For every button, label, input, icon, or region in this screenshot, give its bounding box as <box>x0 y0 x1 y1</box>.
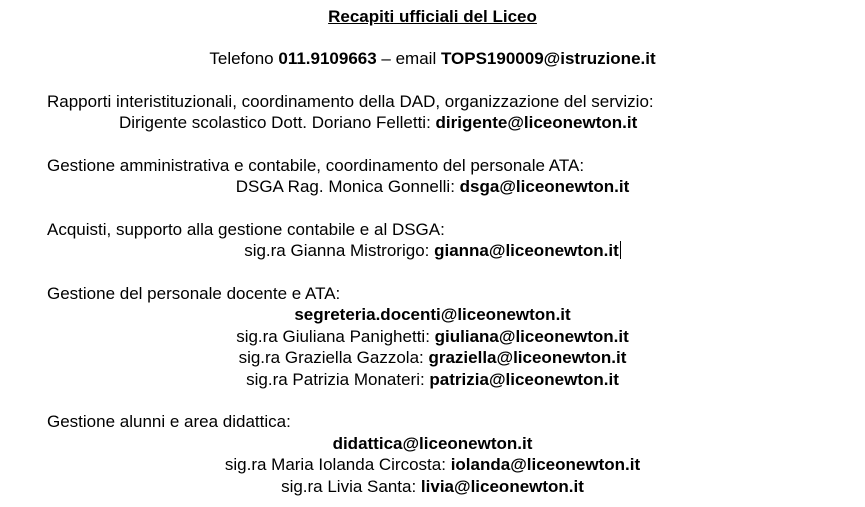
entry-name: sig.ra Maria Iolanda Circosta: <box>224 455 451 474</box>
title-text: Recapiti ufficiali del Liceo <box>328 7 537 26</box>
entry-email: graziella@liceonewton.it <box>428 348 627 367</box>
entry-name: sig.ra Livia Santa: <box>281 477 421 496</box>
entry-email: segreteria.docenti@liceonewton.it <box>294 305 571 324</box>
entry-name: sig.ra Gianna Mistrorigo: <box>244 241 435 260</box>
contact-entry <box>0 176 865 197</box>
entry-name: DSGA Rag. Monica Gonnelli: <box>235 177 460 196</box>
document-title <box>0 6 865 27</box>
phone-label: Telefono <box>209 49 279 68</box>
school-email: TOPS190009@istruzione.it <box>440 49 656 68</box>
contact-entry <box>0 454 865 475</box>
entry-email: iolanda@liceonewton.it <box>450 455 641 474</box>
section-heading: Acquisti, supporto alla gestione contabile e al DSGA: <box>47 220 445 239</box>
contact-entry <box>0 433 865 454</box>
entry-email: giuliana@liceonewton.it <box>434 327 629 346</box>
contact-entry <box>0 112 865 133</box>
contact-entry <box>0 347 865 368</box>
entry-name: sig.ra Graziella Gazzola: <box>238 348 429 367</box>
phone-number: 011.9109663 <box>278 49 377 68</box>
entry-email: livia@liceonewton.it <box>420 477 584 496</box>
section-heading: Gestione del personale docente e ATA: <box>47 284 341 303</box>
entry-name: sig.ra Patrizia Monateri: <box>246 370 430 389</box>
contact-entry <box>0 326 865 347</box>
entry-email: dirigente@liceonewton.it <box>435 113 638 132</box>
section-heading: Rapporti interistituzionali, coordinamento della DAD, organizzazione del servizio: <box>47 92 654 111</box>
entry-email: gianna@liceonewton.it <box>434 241 619 260</box>
entry-name: sig.ra Giuliana Panighetti: <box>236 327 435 346</box>
entry-name: Dirigente scolastico Dott. Doriano Felletti: <box>119 113 436 132</box>
contact-entry <box>0 476 865 497</box>
contact-line <box>0 48 865 69</box>
section-heading: Gestione alunni e area didattica: <box>47 412 291 431</box>
section-heading: Gestione amministrativa e contabile, coordinamento del personale ATA: <box>47 156 585 175</box>
contact-entry <box>0 369 865 390</box>
contact-entry <box>0 240 865 261</box>
contact-entry <box>0 304 865 325</box>
entry-email: didattica@liceonewton.it <box>332 434 533 453</box>
entry-email: dsga@liceonewton.it <box>459 177 630 196</box>
email-label: – email <box>376 49 441 68</box>
entry-email: patrizia@liceonewton.it <box>429 370 619 389</box>
text-cursor <box>620 241 621 259</box>
